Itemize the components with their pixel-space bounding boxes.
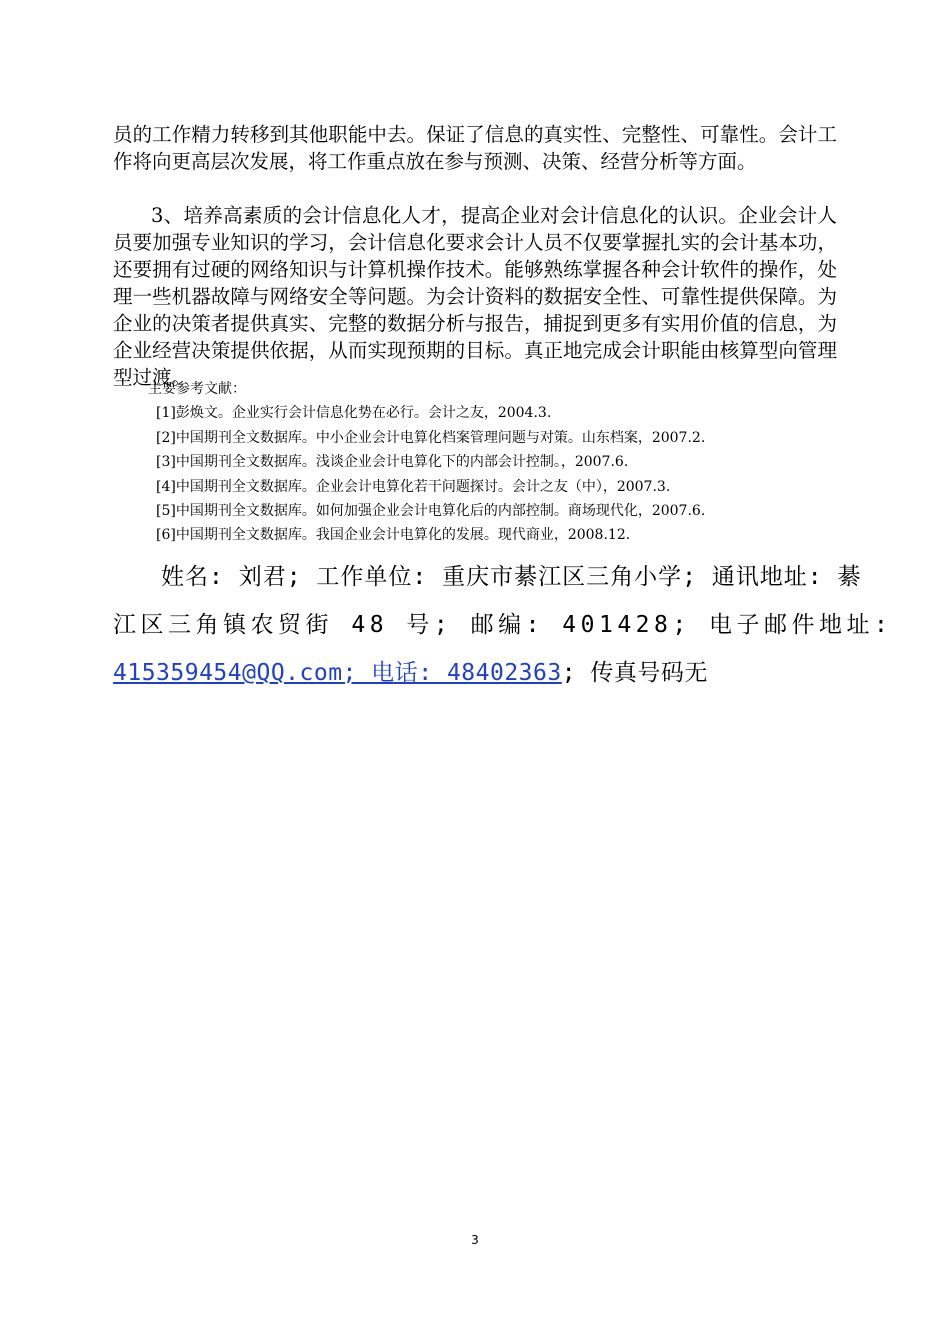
reference-item-3: [3]中国期刊全文数据库。浅谈企业会计电算化下的内部会计控制。，2007.6. — [156, 454, 629, 471]
fax-text: ; 传真号码无 — [561, 660, 708, 686]
email-phone-link[interactable]: 41535945​4@QQ.com; 电话: 48402363 — [113, 660, 562, 686]
reference-item-4: [4]中国期刊全文数据库。企业会计电算化若干问题探讨。会计之友（中），2007.3. — [156, 478, 671, 495]
reference-item-2: [2]中国期刊全文数据库。中小企业会计电算化档案管理问题与对策。山东档案，2007.2. — [156, 429, 706, 446]
reference-item-1: [1]彭焕文。企业实行会计信息化势在必行。会计之友，2004.3. — [156, 405, 552, 422]
contact-line-1: 姓名: 刘君; 工作单位: 重庆市綦江区三角小学; 通讯地址: 綦 — [161, 564, 862, 590]
author-contact-block — [113, 553, 893, 697]
contact-line-2: 江区三角镇农贸街 48 号; 邮编: 401428; 电子邮件地址: — [113, 612, 893, 638]
contact-line-3 — [113, 649, 843, 697]
reference-item-6: [6]中国期刊全文数据库。我国企业会计电算化的发展。现代商业，2008.12. — [156, 527, 631, 544]
references-section — [148, 377, 848, 548]
reference-item-5: [5]中国期刊全文数据库。如何加强企业会计电算化后的内部控制。商场现代化，2007.6. — [156, 503, 706, 520]
paragraph-continuation: 员的工作精力转移到其他职能中去。保证了信息的真实性、完整性、可靠性。会计工作将向更高层次发展，将工作重点放在参与预测、决策、经营分析等方面。 — [113, 123, 837, 173]
paragraph-point-3: 3、培养高素质的会计信息化人才，提高企业对会计信息化的认识。企业会计人员要加强专业知识的学习，会计信息化要求会计人员不仅要掌握扎实的会计基本功，还要拥有过硬的网络知识与计算机操作技术。能够熟练掌握各种会计软件的操作，处理一些机器故障与网络安全等问题。为会计资料的数据安全性、可靠性提供保障。为企业的决策者提供真实、完整的数据分析与报告，捕捉到更多有实用价值的信息，为企业经营决策提供依据，从而实现预期的目标。真正地完成会计职能由核算型向管理型过渡。 — [113, 204, 837, 389]
references-heading: 主要参考文献： — [148, 381, 246, 397]
page-number: 3 — [471, 1233, 479, 1247]
